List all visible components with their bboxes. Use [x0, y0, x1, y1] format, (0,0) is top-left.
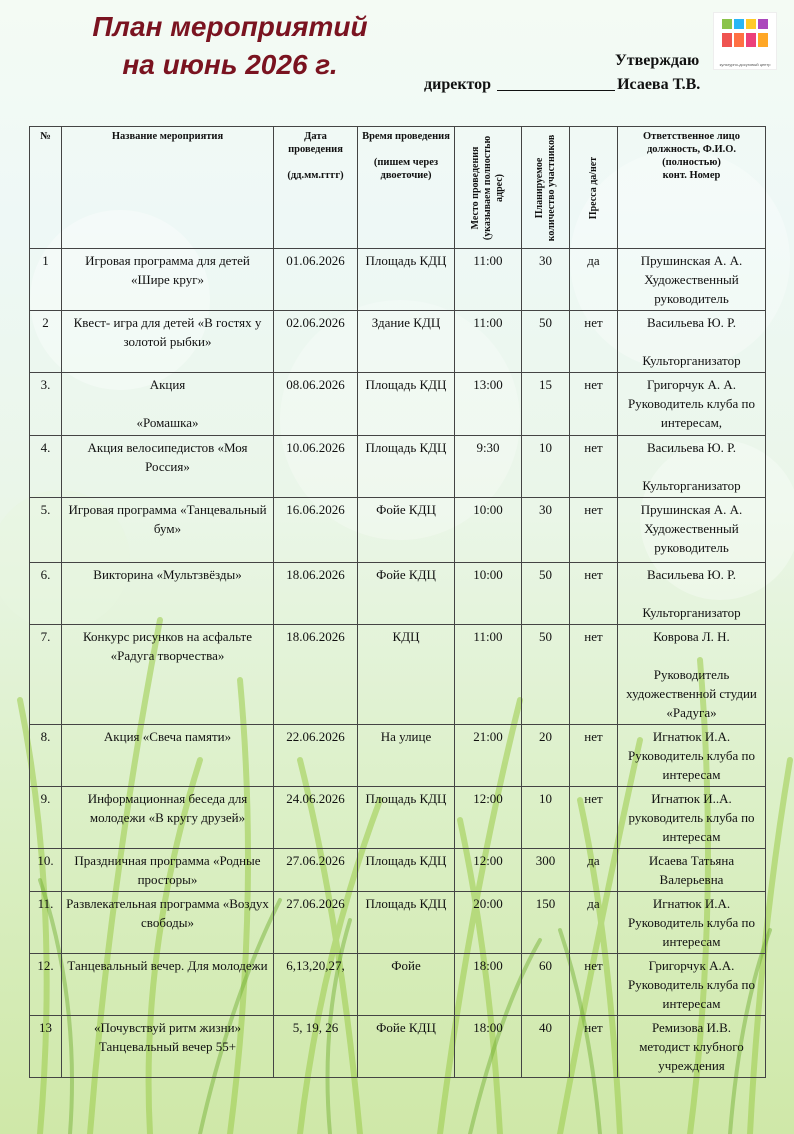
event-name: Акция «Ромашка» [62, 373, 274, 436]
event-date: 08.06.2026 [274, 373, 358, 436]
column-header-place [455, 127, 522, 249]
press-flag: нет [570, 625, 618, 725]
press-flag: нет [570, 954, 618, 1016]
press-flag: нет [570, 1016, 618, 1078]
table-row [30, 436, 766, 498]
row-number: 6. [30, 563, 62, 625]
event-name: Акция «Свеча памяти» [62, 725, 274, 787]
table-row [30, 892, 766, 954]
logo-caption: культурно-досуговый центр [719, 62, 771, 67]
event-time: 18:00 [455, 1016, 522, 1078]
participants-count: 30 [522, 498, 570, 563]
row-number: 8. [30, 725, 62, 787]
responsible-person: Васильева Ю. Р. Культорганизатор [618, 311, 766, 373]
table-header-row [30, 127, 766, 249]
press-flag: да [570, 849, 618, 892]
signature-blank [497, 90, 615, 91]
event-name: Игровая программа «Танцевальный бум» [62, 498, 274, 563]
event-place: Площадь КДЦ [358, 892, 455, 954]
responsible-person: Григорчук А. А. Руководитель клуба по интересам, [618, 373, 766, 436]
event-date: 18.06.2026 [274, 625, 358, 725]
column-header-event-name: Название мероприятия [62, 127, 274, 249]
participants-count: 30 [522, 249, 570, 311]
director-signature-line [424, 76, 700, 94]
row-number: 12. [30, 954, 62, 1016]
column-header-press [570, 127, 618, 249]
event-date: 22.06.2026 [274, 725, 358, 787]
responsible-person: Ремизова И.В. методист клубного учреждения [618, 1016, 766, 1078]
event-date: 5, 19, 26 [274, 1016, 358, 1078]
row-number: 10. [30, 849, 62, 892]
participants-count: 150 [522, 892, 570, 954]
event-place: Площадь КДЦ [358, 373, 455, 436]
event-time: 11:00 [455, 311, 522, 373]
participants-count: 20 [522, 725, 570, 787]
participants-count: 10 [522, 787, 570, 849]
event-name: Информационная беседа для молодежи «В кругу друзей» [62, 787, 274, 849]
event-time: 20:00 [455, 892, 522, 954]
event-date: 10.06.2026 [274, 436, 358, 498]
table-row [30, 849, 766, 892]
director-label: директор [424, 76, 492, 93]
press-flag: нет [570, 725, 618, 787]
table-row [30, 725, 766, 787]
responsible-person: Коврова Л. Н. Руководитель художественной студии «Радуга» [618, 625, 766, 725]
press-flag: нет [570, 311, 618, 373]
table-row [30, 563, 766, 625]
participants-count: 15 [522, 373, 570, 436]
event-place: Фойе КДЦ [358, 563, 455, 625]
row-number: 4. [30, 436, 62, 498]
logo-figures-icon [714, 13, 776, 57]
responsible-person: Игнатюк И.А. Руководитель клуба по интересам [618, 892, 766, 954]
row-number: 11. [30, 892, 62, 954]
row-number: 9. [30, 787, 62, 849]
participants-count: 10 [522, 436, 570, 498]
table-row [30, 249, 766, 311]
column-header-responsible: Ответственное лицо должность, Ф.И.О. (полностью) конт. Номер [618, 127, 766, 249]
event-name: Праздничная программа «Родные просторы» [62, 849, 274, 892]
press-flag: нет [570, 373, 618, 436]
press-flag: нет [570, 498, 618, 563]
events-table [29, 126, 766, 1078]
event-name: Викторина «Мультзвёзды» [62, 563, 274, 625]
event-place: КДЦ [358, 625, 455, 725]
event-place: Площадь КДЦ [358, 787, 455, 849]
event-place: Площадь КДЦ [358, 436, 455, 498]
table-row [30, 954, 766, 1016]
column-header-press-text: Пресса да/нет [587, 156, 599, 219]
row-number: 13 [30, 1016, 62, 1078]
column-header-time: Время проведения (пишем через двоеточие) [358, 127, 455, 249]
event-name: Акция велосипедистов «Моя Россия» [62, 436, 274, 498]
row-number: 2 [30, 311, 62, 373]
responsible-person: Исаева Татьяна Валерьевна [618, 849, 766, 892]
press-flag: да [570, 892, 618, 954]
responsible-person: Васильева Ю. Р. Культорганизатор [618, 563, 766, 625]
event-name: Развлекательная программа «Воздух свободы» [62, 892, 274, 954]
event-date: 27.06.2026 [274, 892, 358, 954]
table-row [30, 373, 766, 436]
participants-count: 50 [522, 625, 570, 725]
event-place: На улице [358, 725, 455, 787]
event-time: 11:00 [455, 249, 522, 311]
event-name: Конкурс рисунков на асфальте «Радуга творчества» [62, 625, 274, 725]
approval-label: Утверждаю [615, 52, 700, 69]
title-line-2: на июнь 2026 г. [122, 49, 338, 80]
event-name: Квест- игра для детей «В гостях у золотой рыбки» [62, 311, 274, 373]
column-header-date: Дата проведения (дд.мм.гггг) [274, 127, 358, 249]
event-place: Площадь КДЦ [358, 249, 455, 311]
responsible-person: Прушинская А. А. Художественный руководитель [618, 498, 766, 563]
table-row [30, 498, 766, 563]
organization-logo [713, 12, 777, 70]
event-date: 6,13,20,27, [274, 954, 358, 1016]
column-header-place-text: Место проведения (указываем полностью адрес) [470, 135, 505, 240]
event-time: 13:00 [455, 373, 522, 436]
participants-count: 50 [522, 563, 570, 625]
event-place: Фойе [358, 954, 455, 1016]
event-place: Фойе КДЦ [358, 1016, 455, 1078]
event-place: Фойе КДЦ [358, 498, 455, 563]
participants-count: 40 [522, 1016, 570, 1078]
press-flag: нет [570, 787, 618, 849]
participants-count: 50 [522, 311, 570, 373]
row-number: 7. [30, 625, 62, 725]
event-time: 12:00 [455, 849, 522, 892]
event-time: 18:00 [455, 954, 522, 1016]
row-number: 5. [30, 498, 62, 563]
column-header-participants-text: Планируемое количество участников [533, 134, 557, 241]
table-row [30, 787, 766, 849]
event-date: 24.06.2026 [274, 787, 358, 849]
responsible-person: Григорчук А.А. Руководитель клуба по интересам [618, 954, 766, 1016]
event-time: 10:00 [455, 563, 522, 625]
event-time: 11:00 [455, 625, 522, 725]
event-name: «Почувствуй ритм жизни» Танцевальный вечер 55+ [62, 1016, 274, 1078]
event-time: 9:30 [455, 436, 522, 498]
responsible-person: Игнатюк И.А. Руководитель клуба по интересам [618, 725, 766, 787]
event-place: Площадь КДЦ [358, 849, 455, 892]
event-date: 02.06.2026 [274, 311, 358, 373]
row-number: 1 [30, 249, 62, 311]
table-row [30, 311, 766, 373]
event-time: 10:00 [455, 498, 522, 563]
event-time: 12:00 [455, 787, 522, 849]
table-row [30, 625, 766, 725]
page-title [70, 8, 390, 84]
responsible-person: Игнатюк И..А. руководитель клуба по интересам [618, 787, 766, 849]
event-date: 18.06.2026 [274, 563, 358, 625]
title-line-1: План мероприятий [92, 11, 368, 42]
participants-count: 300 [522, 849, 570, 892]
row-number: 3. [30, 373, 62, 436]
director-name: Исаева Т.В. [617, 76, 701, 93]
participants-count: 60 [522, 954, 570, 1016]
press-flag: нет [570, 563, 618, 625]
press-flag: да [570, 249, 618, 311]
press-flag: нет [570, 436, 618, 498]
event-date: 16.06.2026 [274, 498, 358, 563]
event-place: Здание КДЦ [358, 311, 455, 373]
event-date: 01.06.2026 [274, 249, 358, 311]
column-header-participants [522, 127, 570, 249]
column-header-number: № [30, 127, 62, 249]
event-name: Танцевальный вечер. Для молодежи [62, 954, 274, 1016]
event-date: 27.06.2026 [274, 849, 358, 892]
event-time: 21:00 [455, 725, 522, 787]
responsible-person: Прушинская А. А. Художественный руководитель [618, 249, 766, 311]
table-row [30, 1016, 766, 1078]
event-name: Игровая программа для детей «Шире круг» [62, 249, 274, 311]
responsible-person: Васильева Ю. Р. Культорганизатор [618, 436, 766, 498]
